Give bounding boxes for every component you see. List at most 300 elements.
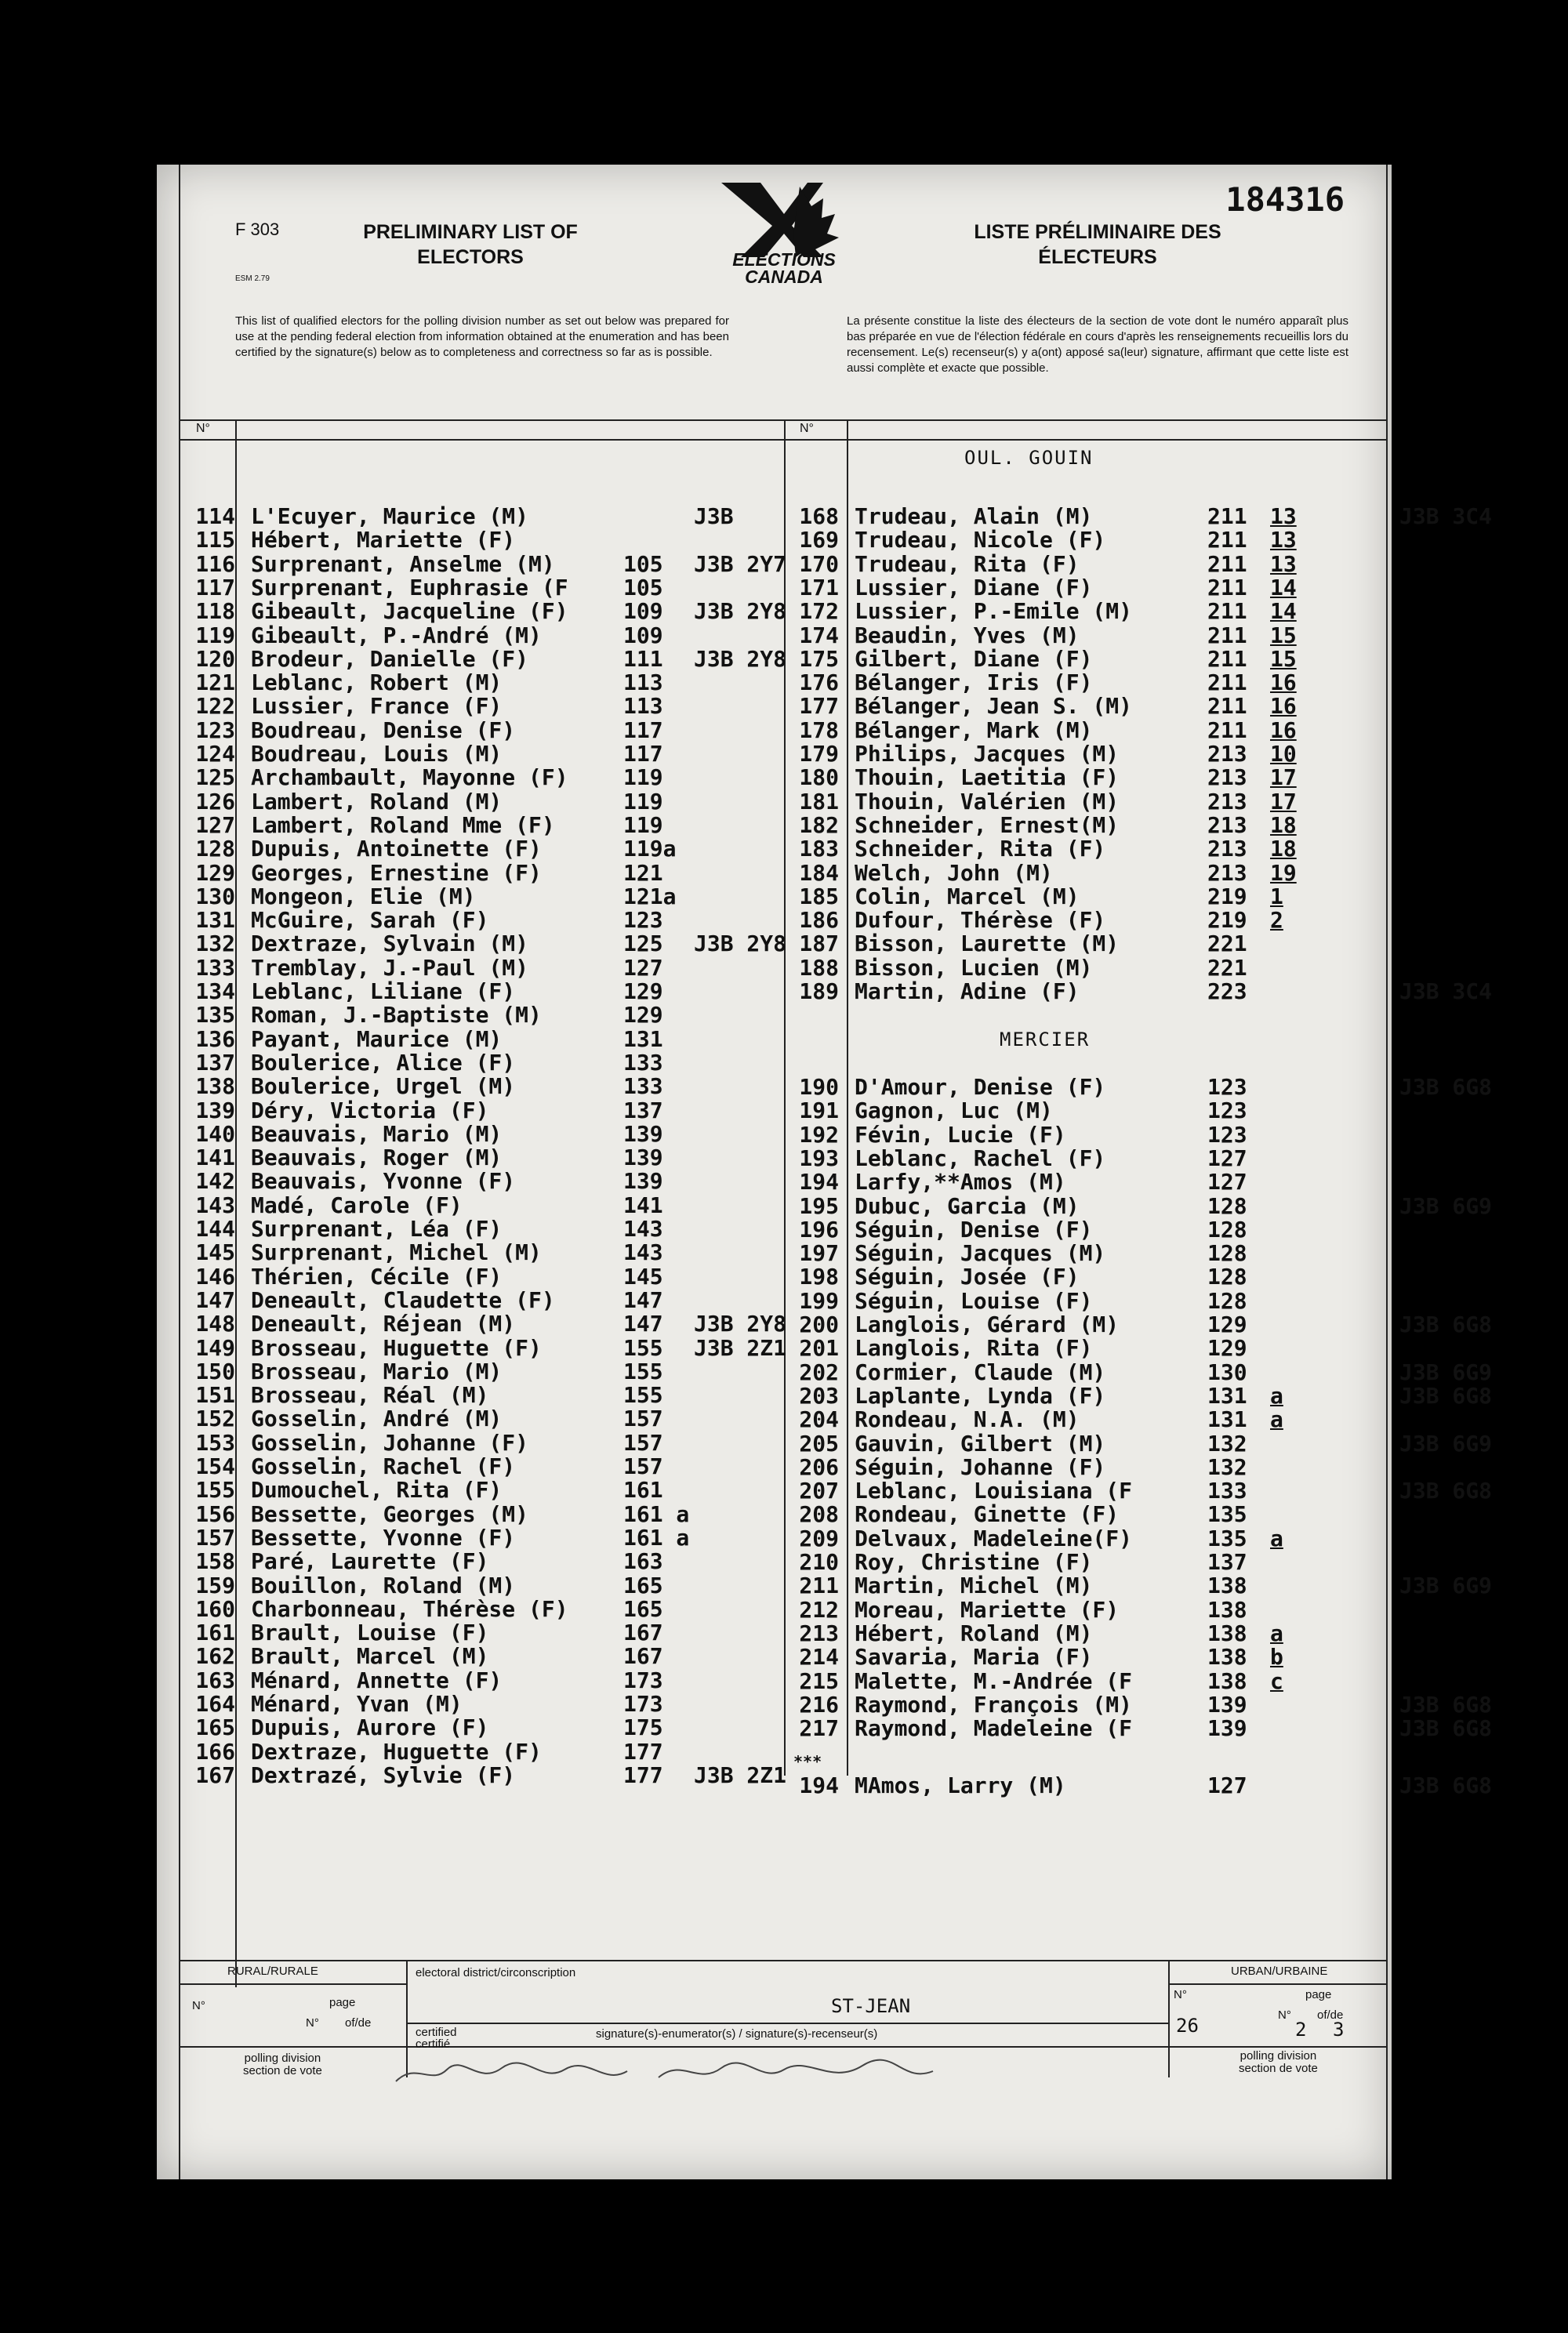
elector-number: 149 [195,1334,235,1361]
elector-number: 190 [799,1074,839,1100]
form-number: F 303 [235,220,280,239]
elector-name: Roy, Christine (F) [855,1549,1093,1575]
elector-number: 164 [195,1691,235,1717]
rural-of-label: of/de [345,2016,372,2030]
civic-number: 211 [1207,550,1247,577]
elector-name: Gosselin, Rachel (F) [251,1453,516,1479]
elector-number: 141 [195,1145,235,1171]
elector-name: Thouin, Laetitia (F) [855,764,1120,791]
elector-number: 116 [195,550,235,577]
postal-code: J3B 6G9 [1399,1359,1493,1385]
civic-number: 138 [1207,1573,1247,1599]
elector-number: 118 [195,598,235,625]
elector-name: Larfy,**Amos (M) [855,1169,1066,1196]
elector-name: Gauvin, Gilbert (M) [855,1430,1106,1457]
civic-number: 113 [623,669,663,696]
elector-name: Mongeon, Elie (M) [251,883,476,909]
elector-name: Surprenant, Euphrasie (F [251,574,568,600]
elector-name: Langlois, Gérard (M) [855,1312,1120,1337]
civic-number: 211 [1207,717,1247,743]
elector-number: 213 [799,1620,839,1646]
elector-number: 119 [195,622,235,648]
elector-number: 163 [195,1667,235,1693]
right-no-header: N° [800,422,814,435]
header-divider [179,419,1386,421]
civic-number: 129 [1207,1312,1247,1337]
urban-no-label: N° [1174,1988,1187,2001]
elector-number: 214 [799,1644,839,1671]
civic-number: 128 [1207,1264,1247,1290]
civic-number: 109 [623,622,663,648]
civic-number: 139 [1207,1715,1247,1742]
rural-line [179,1983,406,1985]
elector-number: 207 [799,1478,839,1504]
apartment-number: 15 [1270,622,1297,648]
postal-code: J3B 6G8 [1399,1715,1493,1742]
postal-code: J3B 6G8 [1399,1074,1493,1100]
elector-number: 206 [799,1453,839,1480]
left-no-header: N° [196,422,210,435]
elector-name: Bessette, Yvonne (F) [251,1524,516,1551]
elector-number: 199 [799,1287,839,1314]
elector-number: 123 [195,717,235,743]
elector-name: D'Amour, Denise (F) [855,1074,1106,1100]
civic-number: 137 [623,1097,663,1123]
elector-number: 184 [799,859,839,886]
elector-name: Dupuis, Antoinette (F) [251,836,542,862]
elector-number: 170 [799,550,839,577]
elector-number: 137 [195,1049,235,1076]
elector-number: 187 [799,931,839,957]
urban-page-no-label: N° [1278,2008,1291,2022]
postal-code: J3B 6G8 [1399,1312,1493,1337]
elector-number: 127 [195,811,235,838]
civic-number: 139 [623,1120,663,1147]
elector-name: Brosseau, Huguette (F) [251,1334,542,1361]
civic-number: 138 [1207,1644,1247,1671]
elector-name: Hébert, Mariette (F) [251,527,516,553]
civic-number: 127 [623,954,663,981]
elector-number: 152 [195,1406,235,1432]
civic-number: 105 [623,574,663,600]
civic-number: 213 [1207,836,1247,862]
apartment-number: b [1270,1644,1283,1671]
elector-number: 205 [799,1430,839,1457]
elector-number: 144 [195,1216,235,1242]
elector-number: 172 [799,598,839,625]
civic-number: 132 [1207,1453,1247,1480]
elector-number: 128 [195,836,235,862]
civic-number: 119 [623,764,663,791]
elector-number: 124 [195,741,235,767]
footer-divider-2 [1168,1960,1170,2077]
civic-number: 221 [1207,931,1247,957]
civic-number: 133 [1207,1478,1247,1504]
elector-name: Trudeau, Nicole (F) [855,527,1106,553]
elector-name: Dumouchel, Rita (F) [251,1477,503,1504]
elector-name: MAmos, Larry (M) [855,1772,1066,1798]
civic-number: 128 [1207,1240,1247,1267]
civic-number: 177 [623,1738,663,1765]
elector-number: 140 [195,1120,235,1147]
elector-name: Dextraze, Sylvain (M) [251,931,529,957]
postal-code: J3B 6G9 [1399,1192,1493,1219]
civic-number: 211 [1207,693,1247,720]
elector-number: 215 [799,1667,839,1694]
elector-number: 192 [799,1121,839,1148]
elector-number: 169 [799,527,839,553]
elector-number: 115 [195,527,235,553]
form-code: ESM 2.79 [235,274,270,283]
elector-name: Deneault, Claudette (F) [251,1286,555,1313]
elector-name: Rondeau, Ginette (F) [855,1501,1120,1528]
elector-name: Beauvais, Yvonne (F) [251,1168,516,1195]
urban-of-value: 3 [1333,2019,1345,2041]
elector-name: Dextrazé, Sylvie (F) [251,1762,516,1788]
civic-number: 138 [1207,1667,1247,1694]
elector-number: 159 [195,1572,235,1598]
title-french: LISTE PRÉLIMINAIRE DES ÉLECTEURS [974,221,1221,268]
civic-number: 211 [1207,503,1247,529]
elector-number: 177 [799,693,839,720]
elector-name: Moreau, Mariette (F) [855,1596,1120,1623]
apartment-number: 14 [1270,598,1297,625]
elector-name: Leblanc, Rachel (F) [855,1145,1106,1171]
civic-number: 143 [623,1239,663,1266]
apartment-number: a [1270,1525,1283,1551]
elector-name: Paré, Laurette (F) [251,1548,489,1575]
postal-code: J3B 2Y7 [694,550,787,577]
apartment-number: 10 [1270,741,1297,767]
elector-name: Beaudin, Yves (M) [855,622,1080,648]
civic-number: 131 [1207,1406,1247,1433]
elector-name: Déry, Victoria (F) [251,1097,489,1123]
elector-name: Surprenant, Léa (F) [251,1216,503,1242]
elector-number: 130 [195,883,235,909]
elector-number: 132 [195,931,235,957]
civic-number: 105 [623,550,663,577]
elector-name: Boudreau, Denise (F) [251,717,516,743]
street-heading-right: OUL. GOUIN [964,447,1094,469]
elector-name: McGuire, Sarah (F) [251,907,489,934]
apartment-number: 2 [1270,907,1283,934]
elector-number: 186 [799,907,839,934]
civic-number: 165 [623,1595,663,1622]
elector-number: 150 [195,1358,235,1384]
footer-top-line [179,1960,1386,1961]
postal-code: J3B 6G8 [1399,1691,1493,1718]
elector-name: Delvaux, Madeleine(F) [855,1525,1133,1551]
elector-name: Bélanger, Mark (M) [855,717,1093,743]
civic-number: 127 [1207,1145,1247,1171]
civic-number: 167 [623,1620,663,1646]
elector-number: 203 [799,1382,839,1409]
elector-name: Bélanger, Jean S. (M) [855,693,1133,720]
elector-name: Trudeau, Rita (F) [855,550,1080,577]
elector-number: 122 [195,693,235,720]
elector-number: 129 [195,859,235,886]
elector-number: 117 [195,574,235,600]
civic-number: 155 [623,1334,663,1361]
elector-number: 162 [195,1643,235,1670]
elector-name: Colin, Marcel (M) [855,883,1080,909]
civic-number: 132 [1207,1430,1247,1457]
elector-number: 139 [195,1097,235,1123]
postal-code: J3B 3C4 [1399,978,1493,1004]
civic-number: 219 [1207,883,1247,909]
civic-number: 211 [1207,598,1247,625]
civic-number: 147 [623,1311,663,1337]
elector-name: Welch, John (M) [855,859,1053,886]
elector-number: 145 [195,1239,235,1266]
elector-name: Brodeur, Danielle (F) [251,645,529,672]
civic-number: 133 [623,1049,663,1076]
polling-division-label: polling division section de vote [243,2052,322,2077]
civic-number: 175 [623,1714,663,1741]
civic-number: 147 [623,1286,663,1313]
postal-code: J3B 6G8 [1399,1382,1493,1409]
elector-name: Séguin, Josée (F) [855,1264,1080,1290]
elector-name: Gibeault, Jacqueline (F) [251,598,568,625]
civic-number: 157 [623,1429,663,1456]
apartment-number: 16 [1270,669,1297,696]
civic-number: 211 [1207,527,1247,553]
civic-number: 128 [1207,1216,1247,1243]
elector-name: Séguin, Jacques (M) [855,1240,1106,1267]
civic-number: 135 [1207,1501,1247,1528]
postal-code: J3B 2Y8 [694,1311,787,1337]
postal-code: J3B 2Z1 [694,1762,787,1788]
column-header-divider [179,439,1386,441]
correction-mark: *** [793,1752,822,1771]
elector-name: Brault, Louise (F) [251,1620,489,1646]
elector-number: 185 [799,883,839,909]
urban-line [1168,1983,1386,1985]
apartment-number: 13 [1270,503,1297,529]
elector-name: Gosselin, Johanne (F) [251,1429,529,1456]
postal-code: J3B 6G8 [1399,1772,1493,1798]
elector-name: Ménard, Yvan (M) [251,1691,463,1717]
intro-english: This list of qualified electors for the polling division number as set out below was prepared for use at the pending federal election from information obtained at the enumeration and has been certified by the signature(s) below as to completeness and correctness so far as is possible. [235,314,729,359]
elector-name: Savaria, Maria (F) [855,1644,1093,1671]
postal-code: J3B [694,503,734,529]
urban-no-value: 26 [1176,2015,1199,2037]
polling-line [179,2046,1386,2048]
elector-name: Séguin, Louise (F) [855,1287,1093,1314]
elector-number: 194 [799,1772,839,1798]
apartment-number: 15 [1270,645,1297,672]
elector-number: 136 [195,1025,235,1052]
elector-number: 188 [799,954,839,981]
elector-number: 146 [195,1263,235,1290]
rural-no-label: N° [192,1999,205,2012]
elector-name: Rondeau, N.A. (M) [855,1406,1080,1433]
civic-number: 111 [623,645,663,672]
apartment-number: 13 [1270,550,1297,577]
elector-name: Brosseau, Mario (M) [251,1358,503,1384]
title-english: PRELIMINARY LIST OF ELECTORS [363,221,578,268]
elector-name: Martin, Michel (M) [855,1573,1093,1599]
elector-name: Lussier, P.-Emile (M) [855,598,1133,625]
elector-name: Bessette, Georges (M) [251,1500,529,1527]
elector-name: Lambert, Roland (M) [251,788,503,815]
electors-list-sheet [157,165,1493,2179]
civic-number: 130 [1207,1359,1247,1385]
postal-code: J3B 3C4 [1399,503,1493,529]
center-divider-b [847,419,848,1776]
apartment-number: a [1270,1620,1283,1646]
elector-name: Boulerice, Urgel (M) [251,1073,516,1100]
postal-code: J3B 6G9 [1399,1573,1493,1599]
civic-number: 117 [623,741,663,767]
elector-number: 156 [195,1500,235,1527]
elector-name: Beauvais, Mario (M) [251,1120,503,1147]
elector-number: 193 [799,1145,839,1171]
apartment-number: 1 [1270,883,1283,909]
elector-name: Gibeault, P.-André (M) [251,622,542,648]
civic-number: 213 [1207,741,1247,767]
elector-number: 154 [195,1453,235,1479]
elector-number: 204 [799,1406,839,1433]
apartment-number: 14 [1270,574,1297,600]
civic-number: 211 [1207,669,1247,696]
elector-name: Philips, Jacques (M) [855,741,1120,767]
elector-name: Madé, Carole (F) [251,1192,463,1218]
civic-number: 173 [623,1667,663,1693]
elector-name: Roman, J.-Baptiste (M) [251,1002,542,1029]
civic-number: 213 [1207,859,1247,886]
elector-name: Hébert, Roland (M) [855,1620,1093,1646]
elector-name: Dufour, Thérèse (F) [855,907,1106,934]
elector-name: Schneider, Rita (F) [855,836,1106,862]
elections-canada-logo-text: ELECTIONS CANADA [732,249,836,287]
elector-name: Lussier, Diane (F) [855,574,1093,600]
rural-no-label-2: N° [306,2016,319,2030]
civic-number: 129 [623,1002,663,1029]
civic-number: 139 [623,1145,663,1171]
apartment-number: 18 [1270,811,1297,838]
elector-number: 208 [799,1501,839,1528]
elector-name: Gosselin, André (M) [251,1406,503,1432]
elector-number: 196 [799,1216,839,1243]
elector-name: Cormier, Claude (M) [855,1359,1106,1385]
civic-number: 131 [623,1025,663,1052]
elector-name: Bisson, Laurette (M) [855,931,1120,957]
elector-name: Thouin, Valérien (M) [855,788,1120,815]
civic-number: 213 [1207,811,1247,838]
apartment-number: 17 [1270,788,1297,815]
left-no-divider [235,419,237,1987]
elector-number: 151 [195,1382,235,1409]
elector-number: 202 [799,1359,839,1385]
elector-name: Raymond, François (M) [855,1691,1133,1718]
elector-number: 201 [799,1335,839,1362]
civic-number: 173 [623,1691,663,1717]
elector-number: 165 [195,1714,235,1741]
elector-number: 153 [195,1429,235,1456]
elector-number: 131 [195,907,235,934]
elector-name: Dextraze, Huguette (F) [251,1738,542,1765]
elector-name: Lussier, France (F) [251,693,503,720]
elector-number: 148 [195,1311,235,1337]
civic-number: 123 [623,907,663,934]
elector-number: 114 [195,503,235,529]
enumerator-signature [392,2054,941,2093]
elector-name: Ménard, Annette (F) [251,1667,503,1693]
elector-name: Surprenant, Michel (M) [251,1239,542,1266]
elector-number: 125 [195,764,235,791]
apartment-number: 18 [1270,836,1297,862]
civic-number: 123 [1207,1098,1247,1124]
civic-number: 213 [1207,764,1247,791]
elector-number: 138 [195,1073,235,1100]
district-value: ST-JEAN [831,1995,911,2017]
elector-name: Leblanc, Robert (M) [251,669,503,696]
civic-number: 125 [623,931,663,957]
civic-number: 131 [1207,1382,1247,1409]
postal-code: J3B 6G8 [1399,1478,1493,1504]
civic-number: 221 [1207,954,1247,981]
urban-polling-division-label: polling division section de vote [1239,2049,1318,2075]
elector-name: Laplante, Lynda (F) [855,1382,1106,1409]
elector-number: 120 [195,645,235,672]
elector-name: Charbonneau, Thérèse (F) [251,1595,568,1622]
elector-name: Dupuis, Aurore (F) [251,1714,489,1741]
civic-number: 129 [1207,1335,1247,1362]
elector-name: Févin, Lucie (F) [855,1121,1066,1148]
elector-number: 176 [799,669,839,696]
elector-name: Gagnon, Luc (M) [855,1098,1053,1124]
elector-name: Dubuc, Garcia (M) [855,1192,1080,1219]
civic-number: 113 [623,693,663,720]
elector-number: 217 [799,1715,839,1742]
civic-number: 119 [623,811,663,838]
civic-number: 167 [623,1643,663,1670]
apartment-number: 16 [1270,693,1297,720]
postal-code: J3B 2Y8 [694,598,787,625]
elector-name: Brault, Marcel (M) [251,1643,489,1670]
elector-number: 210 [799,1549,839,1575]
apartment-number: a [1270,1382,1283,1409]
elector-number: 134 [195,978,235,1004]
civic-number: 139 [623,1168,663,1195]
postal-code: J3B 2Y8 [694,645,787,672]
elector-number: 178 [799,717,839,743]
elector-name: Lambert, Roland Mme (F) [251,811,555,838]
elector-number: 181 [799,788,839,815]
elector-name: Beauvais, Roger (M) [251,1145,503,1171]
civic-number: 138 [1207,1596,1247,1623]
civic-number: 161 a [623,1500,690,1527]
civic-number: 128 [1207,1287,1247,1314]
elector-name: Leblanc, Liliane (F) [251,978,516,1004]
apartment-number: a [1270,1406,1283,1433]
elector-number: 175 [799,645,839,672]
elector-number: 194 [799,1169,839,1196]
civic-number: 211 [1207,574,1247,600]
civic-number: 117 [623,717,663,743]
elector-number: 160 [195,1595,235,1622]
civic-number: 157 [623,1406,663,1432]
elector-number: 133 [195,954,235,981]
elector-number: 209 [799,1525,839,1551]
civic-number: 213 [1207,788,1247,815]
civic-number: 177 [623,1762,663,1788]
elector-number: 200 [799,1312,839,1337]
civic-number: 139 [1207,1691,1247,1718]
elector-name: Archambault, Mayonne (F) [251,764,568,791]
civic-number: 135 [1207,1525,1247,1551]
